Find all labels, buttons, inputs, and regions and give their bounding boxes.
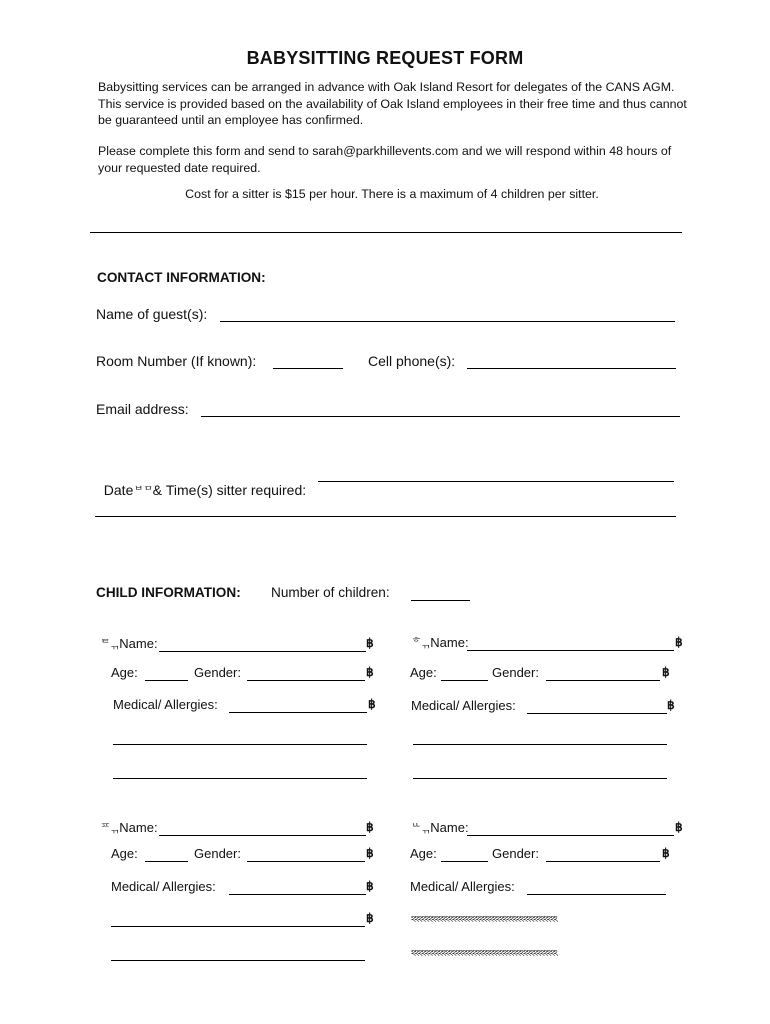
child1-name-label: ᄐᆩName: bbox=[100, 636, 158, 651]
child1-medical-field[interactable] bbox=[229, 712, 367, 713]
child3-medical-line-3[interactable] bbox=[111, 960, 365, 961]
date-label-prefix: Date bbox=[103, 482, 134, 498]
room-number-field[interactable] bbox=[273, 368, 343, 369]
child3-gender-field[interactable] bbox=[247, 861, 365, 862]
page-title: BABYSITTING REQUEST FORM bbox=[246, 48, 524, 68]
email-label: Email address: bbox=[96, 401, 189, 417]
children-count-field[interactable] bbox=[411, 600, 470, 601]
child1-gender-field[interactable] bbox=[247, 680, 365, 681]
child2-age-label: Age: bbox=[410, 665, 437, 680]
child3-medical-label: Medical/ Allergies: bbox=[111, 879, 216, 894]
divider bbox=[90, 232, 682, 233]
child4-age-field[interactable] bbox=[441, 861, 488, 862]
child4-medical-line-2[interactable]: ঽঽঽঽঽঽঽঽঽঽঽঽঽঽঽঽঽঽঽঽঽঽঽঽঽঽঽঽঽঽঽঽঽঽঽঽঽঽঽঽঽঽঽ bbox=[411, 914, 557, 924]
child1-medical-line-2[interactable] bbox=[113, 744, 367, 745]
garbled-glyph: ᄔᆩ bbox=[411, 823, 431, 835]
child-heading: CHILD INFORMATION: bbox=[96, 585, 241, 600]
child2-name-mark: ฿ bbox=[675, 635, 683, 649]
child2-medical-line-2[interactable] bbox=[413, 744, 667, 745]
child4-age-label: Age: bbox=[410, 846, 437, 861]
child4-gender-label: Gender: bbox=[492, 846, 539, 861]
instructions-paragraph: Please complete this form and send to sarah@parkhillevents.com and we will respond within 48 hours of your requested date required. bbox=[98, 144, 672, 175]
child2-medical-line-3[interactable] bbox=[413, 778, 667, 779]
email-field[interactable] bbox=[201, 416, 680, 417]
child3-medical-line-2[interactable] bbox=[111, 926, 365, 927]
child4-medical-label: Medical/ Allergies: bbox=[410, 879, 515, 894]
intro-paragraph: Babysitting services can be arranged in advance with Oak Island Resort for delegates of the CANS AGM. This service is provided based on the availability of Oak Island employees in their free time and thus cannot be guaranteed until an employee has confirmed. bbox=[98, 80, 687, 127]
date-time-field-extra[interactable] bbox=[95, 516, 676, 517]
date-time-label bbox=[96, 466, 306, 499]
child2-gender-label: Gender: bbox=[492, 665, 539, 680]
child4-medical-field[interactable] bbox=[527, 894, 666, 895]
child1-name-field[interactable] bbox=[159, 651, 366, 652]
child3-gender-label: Gender: bbox=[194, 846, 241, 861]
child1-medical-mark: ฿ bbox=[368, 697, 376, 711]
child2-medical-label: Medical/ Allergies: bbox=[411, 698, 516, 713]
child3-gender-mark: ฿ bbox=[366, 846, 374, 860]
child4-name-field[interactable] bbox=[467, 835, 674, 836]
garbled-glyph: ᄐᆩ bbox=[100, 639, 120, 651]
child4-medical-line-3[interactable]: ঽঽঽঽঽঽঽঽঽঽঽঽঽঽঽঽঽঽঽঽঽঽঽঽঽঽঽঽঽঽঽঽঽঽঽঽঽঽঽঽঽঽঽ bbox=[411, 948, 557, 958]
child1-age-label: Age: bbox=[111, 665, 138, 680]
child1-age-field[interactable] bbox=[145, 680, 188, 681]
garbled-glyph: ᄇᄆ bbox=[133, 486, 153, 498]
child3-name-label: ᄑᆩName: bbox=[100, 820, 158, 835]
guest-name-field[interactable] bbox=[220, 321, 675, 322]
child2-gender-field[interactable] bbox=[546, 680, 660, 681]
child4-gender-mark: ฿ bbox=[662, 846, 670, 860]
child2-name-field[interactable] bbox=[467, 650, 674, 651]
child3-medical-field[interactable] bbox=[229, 894, 366, 895]
child1-gender-label: Gender: bbox=[194, 665, 241, 680]
garbled-glyph: ᄑᆩ bbox=[100, 823, 120, 835]
child2-medical-field[interactable] bbox=[527, 713, 667, 714]
child4-name-label: ᄔᆩName: bbox=[411, 820, 469, 835]
date-label-suffix: & Time(s) sitter required: bbox=[152, 482, 307, 498]
child2-medical-mark: ฿ bbox=[667, 698, 675, 712]
cell-phone-label: Cell phone(s): bbox=[368, 353, 456, 369]
child1-gender-mark: ฿ bbox=[366, 665, 374, 679]
cell-phone-field[interactable] bbox=[467, 368, 676, 369]
child4-gender-field[interactable] bbox=[546, 861, 660, 862]
child1-name-mark: ฿ bbox=[366, 636, 374, 650]
child3-name-mark: ฿ bbox=[366, 820, 374, 834]
room-number-label: Room Number (If known): bbox=[96, 353, 257, 369]
child3-medical-mark-2: ฿ bbox=[366, 911, 374, 925]
child3-name-field[interactable] bbox=[159, 835, 366, 836]
child3-age-field[interactable] bbox=[145, 861, 188, 862]
child1-medical-line-3[interactable] bbox=[113, 778, 367, 779]
child1-medical-label: Medical/ Allergies: bbox=[113, 697, 218, 712]
child2-gender-mark: ฿ bbox=[662, 665, 670, 679]
contact-heading: CONTACT INFORMATION: bbox=[97, 270, 266, 285]
garbled-glyph: ᄒᆩ bbox=[411, 638, 431, 650]
child2-name-label: ᄒᆩName: bbox=[411, 635, 469, 650]
guest-name-label: Name of guest(s): bbox=[96, 306, 208, 322]
child3-medical-mark: ฿ bbox=[366, 879, 374, 893]
child2-age-field[interactable] bbox=[441, 680, 488, 681]
child4-name-mark: ฿ bbox=[675, 820, 683, 834]
cost-note: Cost for a sitter is $15 per hour. There is a maximum of 4 children per sitter. bbox=[185, 187, 599, 201]
child3-age-label: Age: bbox=[111, 846, 138, 861]
date-time-field[interactable] bbox=[318, 481, 674, 482]
children-count-label: Number of children: bbox=[271, 585, 390, 600]
